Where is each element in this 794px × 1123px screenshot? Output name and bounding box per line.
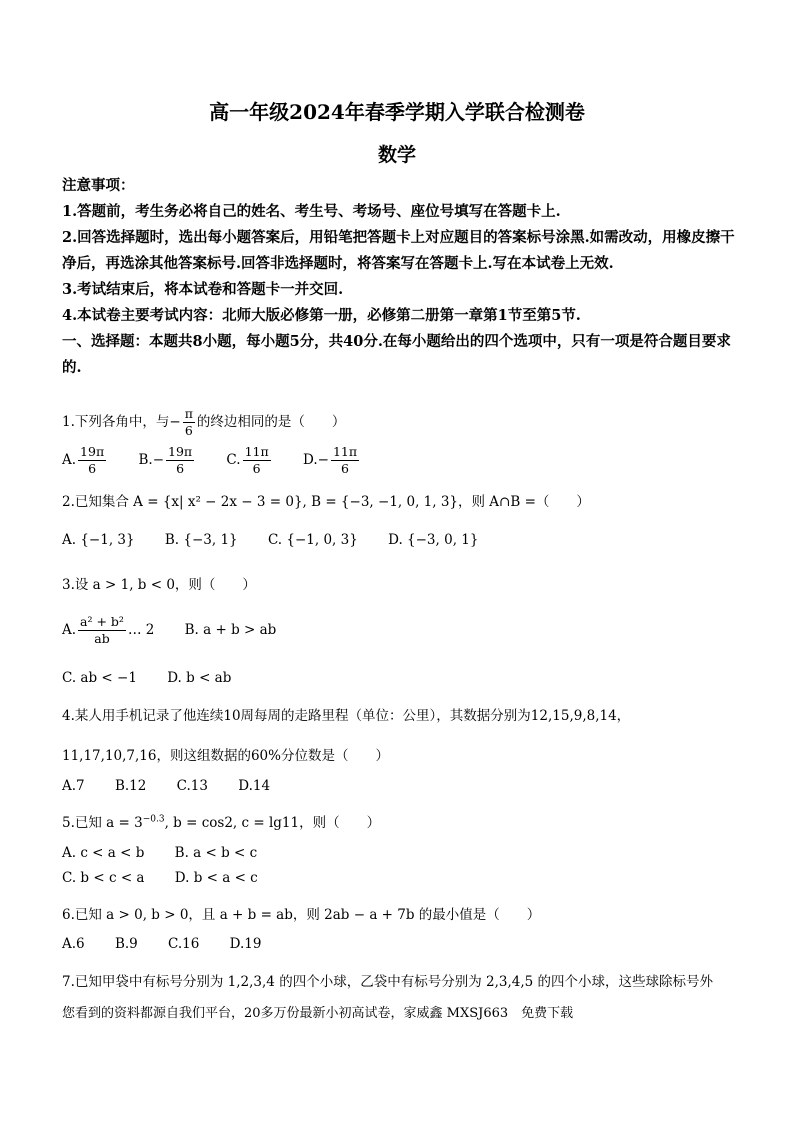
q1-minus: − <box>169 414 181 430</box>
q1-option-c: C. $\frac{11\pi}{6}$ <box>226 444 269 476</box>
question-4-line-1: 4.某人用手机记录了他连续10周每周的走路里程（单位：公里），其数据分别为12,15,9,8,14， <box>62 708 631 724</box>
q3-option-d: D. b < ab <box>167 670 232 686</box>
q4-option-c: C.13 <box>176 778 208 794</box>
question-2-options <box>62 532 752 548</box>
question-3-options-cd <box>62 670 752 686</box>
q2-option-d: D. {−3, 0, 1} <box>388 532 479 548</box>
section-one-heading: 一、选择题：本题共8小题，每小题5分，共40分.在每小题给出的四个选项中，只有一项是符合题目要求的. <box>62 333 731 376</box>
question-5-options-cd <box>62 870 752 886</box>
notice-item-3: 3.考试结束后，将本试卷和答题卡一并交回. <box>62 281 344 298</box>
q5-option-d: D. b < a < c <box>174 870 258 886</box>
q4-option-d: D.14 <box>238 778 271 794</box>
question-4-options <box>62 778 752 794</box>
q2-option-b: B. {−3, 1} <box>164 532 238 548</box>
q1-stem-a: 1.下列各角中，与 <box>62 414 170 430</box>
question-4-line-2: 11,17,10,7,16，则这组数据的60%分位数是（ ） <box>62 748 389 764</box>
q6-option-d: D.19 <box>229 936 262 952</box>
q4-option-a: A.7 <box>62 778 85 794</box>
question-7-stem: 7.已知甲袋中有标号分别为 1,2,3,4 的四个小球，乙袋中有标号分别为 2,3,4,5 的四个小球，这些球除标号外 <box>62 974 714 990</box>
q2-option-c: C. {−1, 0, 3} <box>267 532 358 548</box>
question-5-stem: 5.已知 $a = 3^{-0.3}$, b = cos2, c = lg11，则（ ） <box>62 814 381 831</box>
notice-heading: 注意事项： <box>62 177 135 194</box>
q6-option-b: B.9 <box>114 936 138 952</box>
q6-option-c: C.16 <box>168 936 200 952</box>
q3-option-c: C. ab < −1 <box>62 670 137 686</box>
q4-option-b: B.12 <box>114 778 147 794</box>
question-5-options-ab <box>62 845 752 861</box>
q1-option-b: B.− $\frac{19\pi}{6}$ <box>138 444 193 476</box>
notice-section <box>62 173 740 381</box>
question-6-options <box>62 936 752 952</box>
notice-item-4: 4.本试卷主要考试内容：北师大版必修第一册，必修第二册第一章第1节至第5节. <box>62 307 581 324</box>
q5-option-b: B. a < b < c <box>174 845 258 861</box>
question-2-stem: 2.已知集合 A = {x| x² − 2x − 3 = 0}, B = {−3, −1, 0, 1, 3}，则 A∩B =（ ） <box>62 494 590 510</box>
notice-item-1: 1.答题前，考生务必将自己的姓名、考生号、考场号、座位号填写在答题卡上. <box>62 203 561 220</box>
q1-stem-b: 的终边相同的是（ ） <box>196 414 346 430</box>
question-6-stem: 6.已知 a > 0, b > 0，且 a + b = ab，则 2ab − a + 7b 的最小值是（ ） <box>62 907 541 923</box>
question-3-options-ab <box>62 614 752 647</box>
q1-frac-den: 6 <box>184 423 193 438</box>
exam-subject: 数学 <box>377 144 416 166</box>
q2-option-a: A. {−1, 3} <box>62 532 135 548</box>
q5-option-c: C. b < c < a <box>62 870 145 886</box>
q6-option-a: A.6 <box>62 936 85 952</box>
q1-frac-num: π <box>184 406 193 421</box>
q1-option-a: A. $\frac{19\pi}{6}$ <box>62 444 105 476</box>
q3-option-b: B. a + b > ab <box>184 622 277 638</box>
question-1-stem <box>62 406 752 439</box>
q5-option-a: A. c < a < b <box>62 845 145 861</box>
q3-option-a: A. $\frac{\text{a² + b²}}{ab}$ … 2 <box>62 614 155 646</box>
question-1-options <box>62 444 752 477</box>
q1-fraction <box>183 406 195 439</box>
q5-exponent: −0.3 <box>142 814 165 825</box>
footer-note: 您看到的资料都源自我们平台，20多万份最新小初高试卷，家威鑫 MXSJ663 免费下载 <box>62 1006 574 1021</box>
exam-title: 高一年级2024年春季学期入学联合检测卷 <box>209 100 585 124</box>
question-3-stem: 3.设 a > 1, b < 0，则（ ） <box>62 577 256 593</box>
q1-option-d: D.− $\frac{11\pi}{6}$ <box>302 444 358 476</box>
notice-item-2: 2.回答选择题时，选出每小题答案后，用铅笔把答题卡上对应题目的答案标号涂黑.如需改动，用橡皮擦干净后，再选涂其他答案标号.回答非选择题时，将答案写在答题卡上.写在本试卷上无效. <box>62 229 735 272</box>
